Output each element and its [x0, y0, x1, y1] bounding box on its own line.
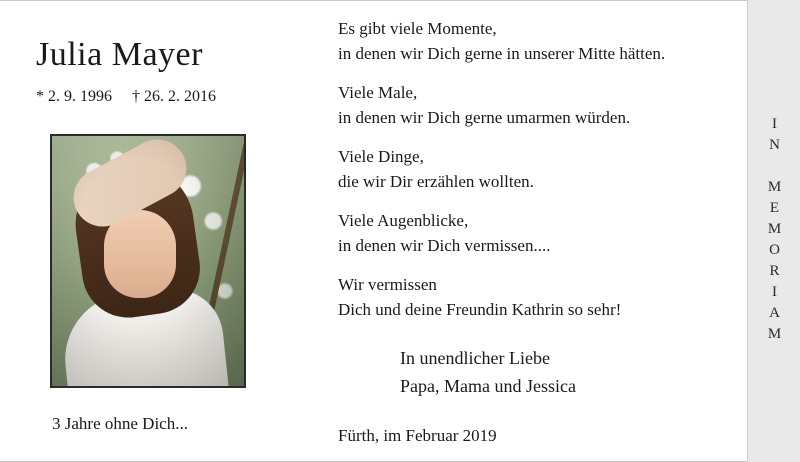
poem-line: Dich und deine Freundin Kathrin so sehr! — [338, 300, 622, 319]
poem-stanza — [338, 208, 748, 258]
closing-dedication — [338, 344, 748, 400]
portrait-vignette — [52, 136, 244, 386]
poem-stanza — [338, 16, 748, 66]
poem-line: in denen wir Dich gerne umarmen würden. — [338, 108, 631, 127]
deceased-name: Julia Mayer — [36, 36, 203, 73]
birth-date: * 2. 9. 1996 — [36, 88, 112, 105]
poem-line: Viele Dinge, — [338, 147, 424, 166]
poem-line: Viele Augenblicke, — [338, 211, 469, 230]
life-dates — [36, 88, 216, 106]
in-memoriam-banner — [747, 0, 800, 462]
place-date-text: Fürth, im Februar 2019 — [338, 426, 497, 445]
poem-line: in denen wir Dich vermissen.... — [338, 236, 551, 255]
poem-line: Viele Male, — [338, 83, 418, 102]
poem-line: Es gibt viele Momente, — [338, 19, 497, 38]
closing-line: Papa, Mama und Jessica — [400, 376, 576, 396]
poem-line: Wir vermissen — [338, 275, 437, 294]
portrait-photo — [50, 134, 246, 388]
banner-label: IN MEMORIAM — [766, 115, 783, 347]
poem-stanza — [338, 80, 748, 130]
poem-line: die wir Dir erzählen wollten. — [338, 172, 534, 191]
poem-stanza — [338, 272, 748, 322]
poem-line: in denen wir Dich gerne in unserer Mitte hätten. — [338, 44, 666, 63]
poem-stanza — [338, 144, 748, 194]
left-column — [0, 0, 318, 462]
death-date: † 26. 2. 2016 — [132, 88, 216, 105]
photo-caption: 3 Jahre ohne Dich... — [52, 414, 188, 433]
closing-line: In unendlicher Liebe — [400, 348, 550, 368]
poem-column — [338, 16, 748, 446]
place-and-date — [338, 426, 748, 446]
